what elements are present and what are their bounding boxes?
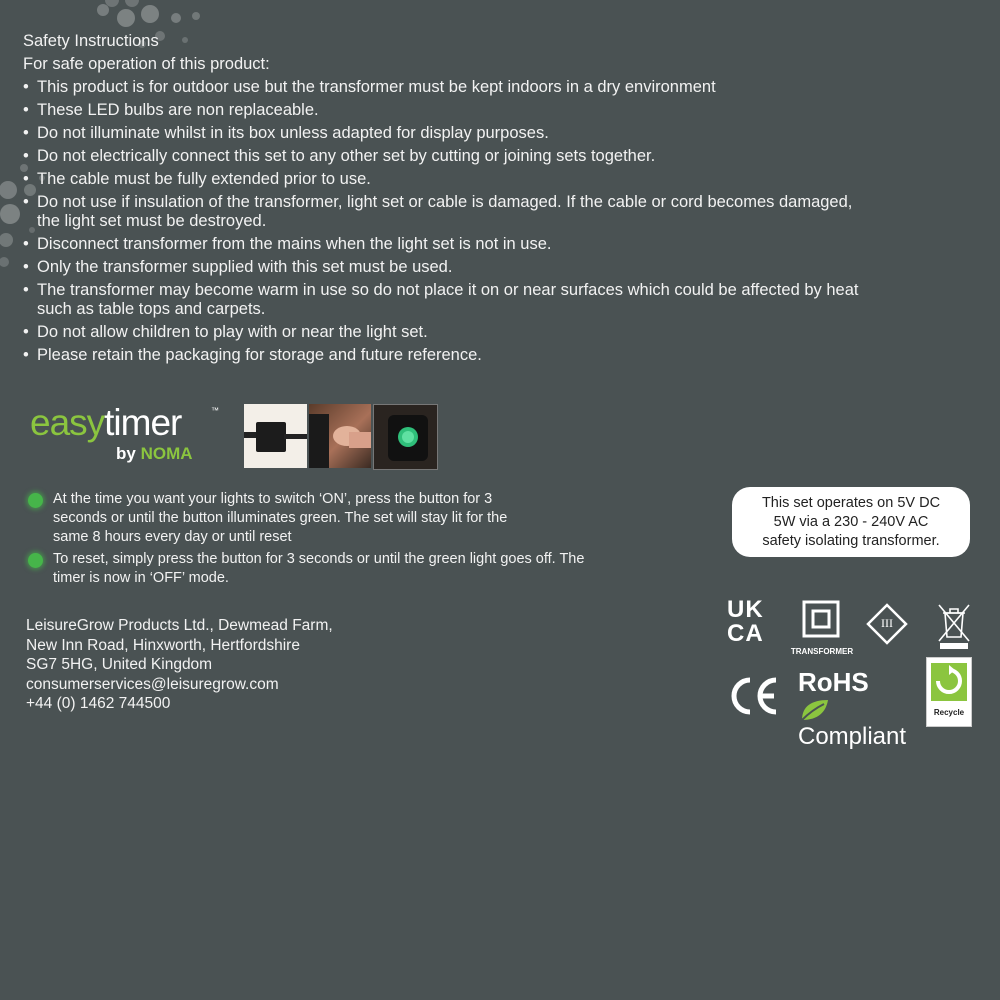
logo-easy: easy <box>30 402 105 443</box>
timer-instructions <box>28 490 648 591</box>
power-spec-line: 5W via a 230 - 240V AC <box>773 513 929 530</box>
email-link[interactable]: consumerservices@leisuregrow.com <box>26 675 279 693</box>
class-iii-label: III <box>881 616 893 630</box>
safety-item: • Only the transformer supplied with this set must be used. <box>23 258 923 277</box>
rohs-bottom: Compliant <box>798 723 907 750</box>
safety-item: • Do not allow children to play with or near the light set. <box>23 323 923 342</box>
green-dot-icon <box>28 493 43 508</box>
weee-bin-icon <box>936 601 972 651</box>
logo-by: by <box>116 444 136 463</box>
timer-photos <box>244 404 438 468</box>
safety-transformer-icon <box>790 600 854 656</box>
class-iii-icon <box>865 602 909 646</box>
safety-item: • Please retain the packaging for storage and future reference. <box>23 346 923 365</box>
ce-mark-icon <box>726 674 782 718</box>
safety-item: • Do not illuminate whilst in its box unless adapted for display purposes. <box>23 124 923 143</box>
power-spec-box <box>732 487 970 557</box>
recycle-icon <box>926 657 972 727</box>
safety-instructions <box>23 32 923 369</box>
transformer-label: TRANSFORMER <box>790 647 854 656</box>
safety-list <box>23 78 923 365</box>
timer-note-text: At the time you want your lights to switch ‘ON’, press the button for 3 seconds or until the button illuminates green. The set will stay lit for the same 8 hours every day or until reset <box>53 491 508 545</box>
rohs-compliant-mark <box>798 667 908 750</box>
address-line: SG7 5HG, United Kingdom <box>26 656 213 673</box>
address-line: New Inn Road, Hinxworth, Hertfordshire <box>26 636 300 654</box>
safety-heading: Safety Instructions <box>23 32 159 50</box>
safety-item: • These LED bulbs are non replaceable. <box>23 101 923 120</box>
finger-press-photo <box>309 404 372 468</box>
safety-item: • This product is for outdoor use but the transformer must be kept indoors in a dry environment <box>23 78 923 97</box>
power-spec-line: This set operates on 5V DC <box>761 494 941 511</box>
green-button-photo <box>373 404 438 470</box>
ukca-bottom: CA <box>727 620 764 647</box>
safety-item: • Disconnect transformer from the mains when the light set is not in use. <box>23 235 923 254</box>
ukca-top: UK <box>727 596 764 623</box>
company-address <box>26 616 333 714</box>
logo-tm: ™ <box>211 406 219 415</box>
safety-item: • Do not electrically connect this set to any other set by cutting or joining sets together. <box>23 147 923 166</box>
green-dot-icon <box>28 553 43 568</box>
recycle-label: Recycle <box>933 708 965 717</box>
safety-item: • Do not use if insulation of the transformer, light set or cable is damaged. If the cable or cord becomes damaged, the light set must be destroyed. <box>23 193 867 231</box>
safety-item: • The transformer may become warm in use so do not place it on or near surfaces which could be affected by heat such as table tops and carpets. <box>23 281 897 319</box>
logo-brand: NOMA <box>140 444 193 463</box>
address-line: LeisureGrow Products Ltd., Dewmead Farm, <box>26 617 333 634</box>
logo-timer: timer <box>104 402 182 443</box>
rohs-top: RoHS <box>798 667 869 697</box>
timer-note <box>28 550 613 588</box>
timer-note-text: To reset, simply press the button for 3 seconds or until the green light goes off. The timer is now in ‘OFF’ mode. <box>53 551 585 586</box>
phone-number: +44 (0) 1462 744500 <box>26 695 171 712</box>
timer-box-photo <box>244 404 307 468</box>
safety-intro: For safe operation of this product: <box>23 55 270 73</box>
power-spec-line: safety isolating transformer. <box>762 532 940 549</box>
leaf-icon <box>798 698 832 722</box>
safety-item: • The cable must be fully extended prior to use. <box>23 170 923 189</box>
ukca-mark-icon <box>727 598 775 648</box>
easytimer-logo <box>30 402 230 472</box>
timer-note <box>28 490 533 547</box>
